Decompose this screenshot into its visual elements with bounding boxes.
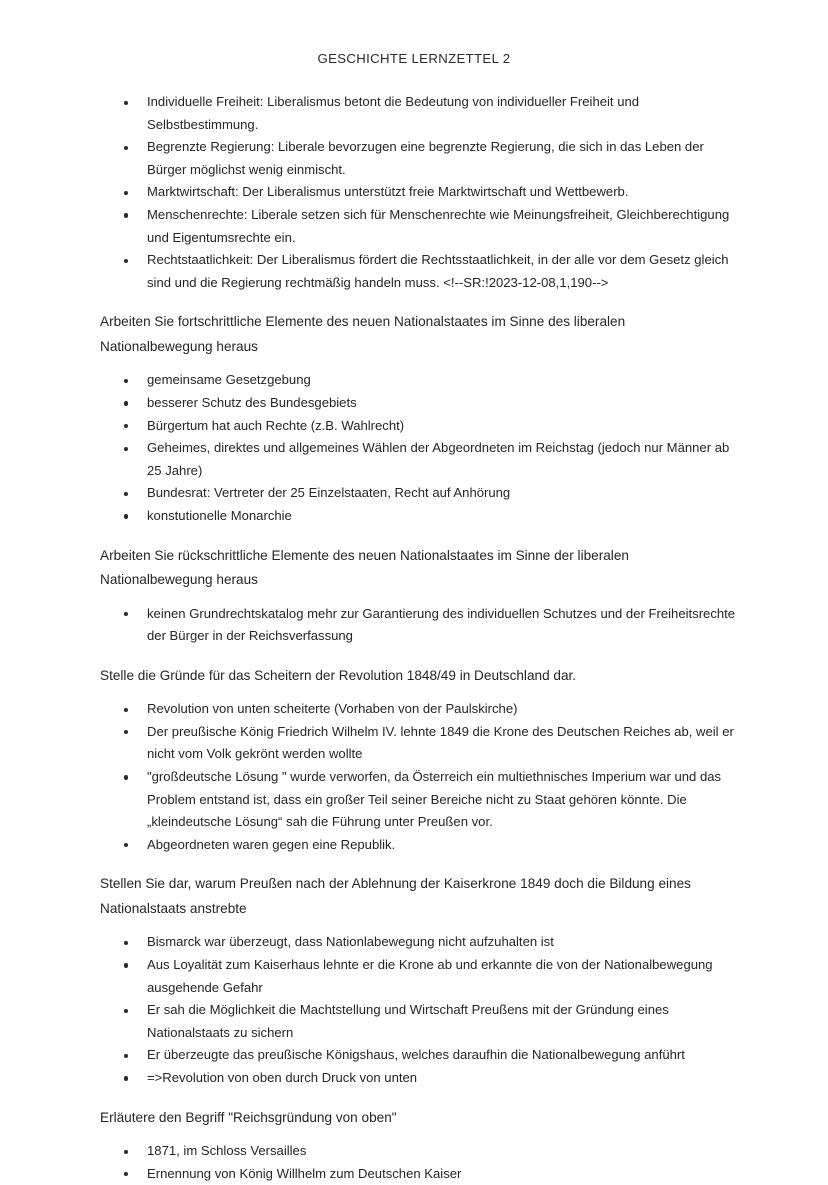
section-scheitern-revolution bbox=[100, 664, 736, 857]
list-item: Begrenzte Regierung: Liberale bevorzugen eine begrenzte Regierung, die sich in das Leben der Bürger möglichst wenig einmischt. bbox=[100, 136, 736, 181]
spacer bbox=[100, 921, 736, 931]
bullet-list bbox=[100, 1140, 736, 1185]
list-item: Geheimes, direktes und allgemeines Wählen der Abgeordneten im Reichstag (jedoch nur Männer ab 25 Jahre) bbox=[100, 437, 736, 482]
document-body bbox=[0, 91, 828, 1185]
section-heading: Arbeiten Sie rückschrittliche Elemente des neuen Nationalstaates im Sinne der liberalen Nationalbewegung heraus bbox=[100, 544, 736, 593]
list-item: Abgeordneten waren gegen eine Republik. bbox=[100, 834, 736, 857]
list-item: besserer Schutz des Bundesgebiets bbox=[100, 392, 736, 415]
spacer bbox=[100, 528, 736, 544]
list-item: konstutionelle Monarchie bbox=[100, 505, 736, 528]
list-item: Revolution von unten scheiterte (Vorhaben von der Paulskirche) bbox=[100, 698, 736, 721]
bullet-list bbox=[100, 698, 736, 856]
bullet-list bbox=[100, 603, 736, 648]
list-item: =>Revolution von oben durch Druck von unten bbox=[100, 1067, 736, 1090]
list-item: Er überzeugte das preußische Königshaus, welches daraufhin die Nationalbewegung anführt bbox=[100, 1044, 736, 1067]
list-item: Bürgertum hat auch Rechte (z.B. Wahlrecht) bbox=[100, 415, 736, 438]
section-heading: Arbeiten Sie fortschrittliche Elemente des neuen Nationalstaates im Sinne des liberalen Nationalbewegung heraus bbox=[100, 310, 736, 359]
spacer bbox=[100, 856, 736, 872]
list-item: Der preußische König Friedrich Wilhelm IV. lehnte 1849 die Krone des Deutschen Reiches ab, weil er nicht vom Volk gekrönt werden wollte bbox=[100, 721, 736, 766]
spacer bbox=[100, 1090, 736, 1106]
section-heading: Erläutere den Begriff "Reichsgründung von oben" bbox=[100, 1106, 736, 1131]
bullet-list bbox=[100, 369, 736, 527]
section-rueckschrittliche-elemente bbox=[100, 544, 736, 648]
spacer bbox=[100, 593, 736, 603]
list-item: Individuelle Freiheit: Liberalismus betont die Bedeutung von individueller Freiheit und Selbstbestimmung. bbox=[100, 91, 736, 136]
spacer bbox=[100, 294, 736, 310]
list-item: Aus Loyalität zum Kaiserhaus lehnte er die Krone ab und erkannte die von der Nationalbewegung ausgehende Gefahr bbox=[100, 954, 736, 999]
section-liberalismus-merkmale bbox=[100, 91, 736, 294]
list-item: keinen Grundrechtskatalog mehr zur Garantierung des individuellen Schutzes und der Freiheitsrechte der Bürger in der Reichsverfassung bbox=[100, 603, 736, 648]
list-item: "großdeutsche Lösung " wurde verworfen, da Österreich ein multiethnisches Imperium war und das Problem entstand ist, dass ein großer Teil seiner Bereiche nicht zu Staat gehören könnte. Die „kleindeutsche Lösung“ sah die Führung unter Preußen vor. bbox=[100, 766, 736, 834]
section-fortschrittliche-elemente bbox=[100, 310, 736, 527]
bullet-list bbox=[100, 91, 736, 294]
bullet-list bbox=[100, 931, 736, 1089]
spacer bbox=[100, 359, 736, 369]
list-item: 1871, im Schloss Versailles bbox=[100, 1140, 736, 1163]
page-title: GESCHICHTE LERNZETTEL 2 bbox=[0, 0, 828, 66]
list-item: Marktwirtschaft: Der Liberalismus unterstützt freie Marktwirtschaft und Wettbewerb. bbox=[100, 181, 736, 204]
spacer bbox=[100, 1130, 736, 1140]
section-heading: Stellen Sie dar, warum Preußen nach der Ablehnung der Kaiserkrone 1849 doch die Bildung eines Nationalstaats anstrebte bbox=[100, 872, 736, 921]
spacer bbox=[100, 688, 736, 698]
section-heading: Stelle die Gründe für das Scheitern der Revolution 1848/49 in Deutschland dar. bbox=[100, 664, 736, 689]
list-item: Ernennung von König Willhelm zum Deutschen Kaiser bbox=[100, 1163, 736, 1185]
section-preussen-nationalstaat bbox=[100, 872, 736, 1089]
list-item: Bismarck war überzeugt, dass Nationlabewegung nicht aufzuhalten ist bbox=[100, 931, 736, 954]
list-item: Bundesrat: Vertreter der 25 Einzelstaaten, Recht auf Anhörung bbox=[100, 482, 736, 505]
list-item: gemeinsame Gesetzgebung bbox=[100, 369, 736, 392]
spacer bbox=[100, 648, 736, 664]
section-reichsgruendung-von-oben bbox=[100, 1106, 736, 1185]
list-item: Rechtstaatlichkeit: Der Liberalismus fördert die Rechtsstaatlichkeit, in der alle vor dem Gesetz gleich sind und die Regierung rechtmäßig handeln muss. <!--SR:!2023-12-08,1,190--> bbox=[100, 249, 736, 294]
list-item: Er sah die Möglichkeit die Machtstellung und Wirtschaft Preußens mit der Gründung eines Nationalstaats zu sichern bbox=[100, 999, 736, 1044]
list-item: Menschenrechte: Liberale setzen sich für Menschenrechte wie Meinungsfreiheit, Gleichberechtigung und Eigentumsrechte ein. bbox=[100, 204, 736, 249]
